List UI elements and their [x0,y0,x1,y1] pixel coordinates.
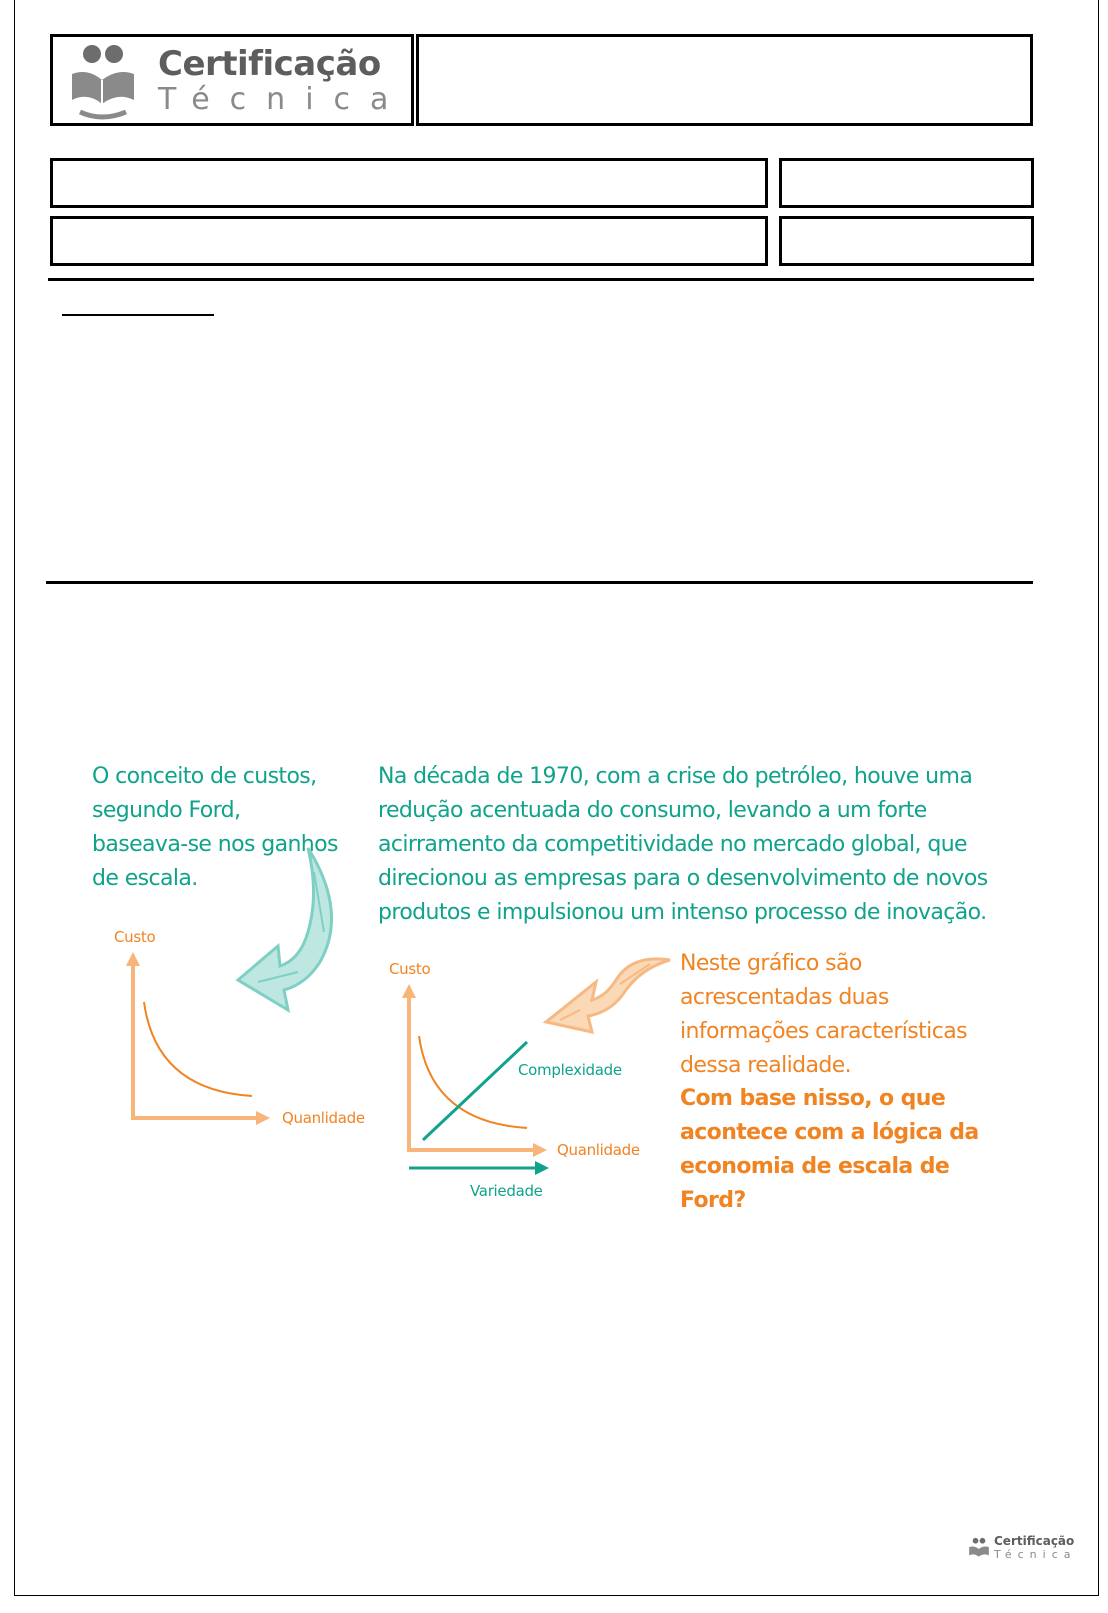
graph-note: Neste gráfico são acrescentadas duas informações características dessa realidade. [680,951,967,1078]
divider-top [48,278,1034,281]
short-underline [62,314,214,316]
context-text: Na década de 1970, com a crise do petróleo, houve uma redução acentuada do consumo, levando a um forte acirramento da competitividade no mercado global, que direcionou as empresas para o desenvolvimento de novos produtos e impulsionou um intenso processo de inovação. [378,764,988,925]
footer-logo-line1: Certificação [994,1534,1075,1548]
chart-2-line-label: Complexidade [518,1061,622,1079]
chart-1 [118,950,278,1150]
chart-1-cost-curve [144,1002,252,1096]
field-box-3 [50,216,768,266]
logo-line2: Técnica [158,82,409,117]
intro-text: O conceito de custos, segundo Ford, baseava-se nos ganhos de escala. [92,764,338,891]
question-text: Com base nisso, o que acontece com a lógica da economia de escala de Ford? [680,1086,979,1213]
field-box-1 [50,158,768,208]
chart-1-ylabel: Custo [114,928,156,946]
chart-2-arrow-label: Variedade [470,1182,543,1200]
header-title-box [416,34,1033,126]
chart-2-cost-curve [419,1036,527,1128]
field-box-4 [779,216,1034,266]
chart-2-xlabel: Quanlidade [557,1141,640,1159]
footer-logo [966,1534,1076,1564]
footer-logo-line2: Técnica [994,1548,1077,1561]
logo-line1: Certificação [158,44,381,84]
footer-logo-icon [966,1536,992,1562]
logo-people-book-icon [62,40,144,120]
logo [62,40,409,120]
chart-2-ylabel: Custo [389,960,431,978]
chart-2-complexity-line [423,1042,527,1140]
field-box-2 [779,158,1034,208]
chart-1-xlabel: Quanlidade [282,1109,365,1127]
divider-middle [46,581,1033,584]
